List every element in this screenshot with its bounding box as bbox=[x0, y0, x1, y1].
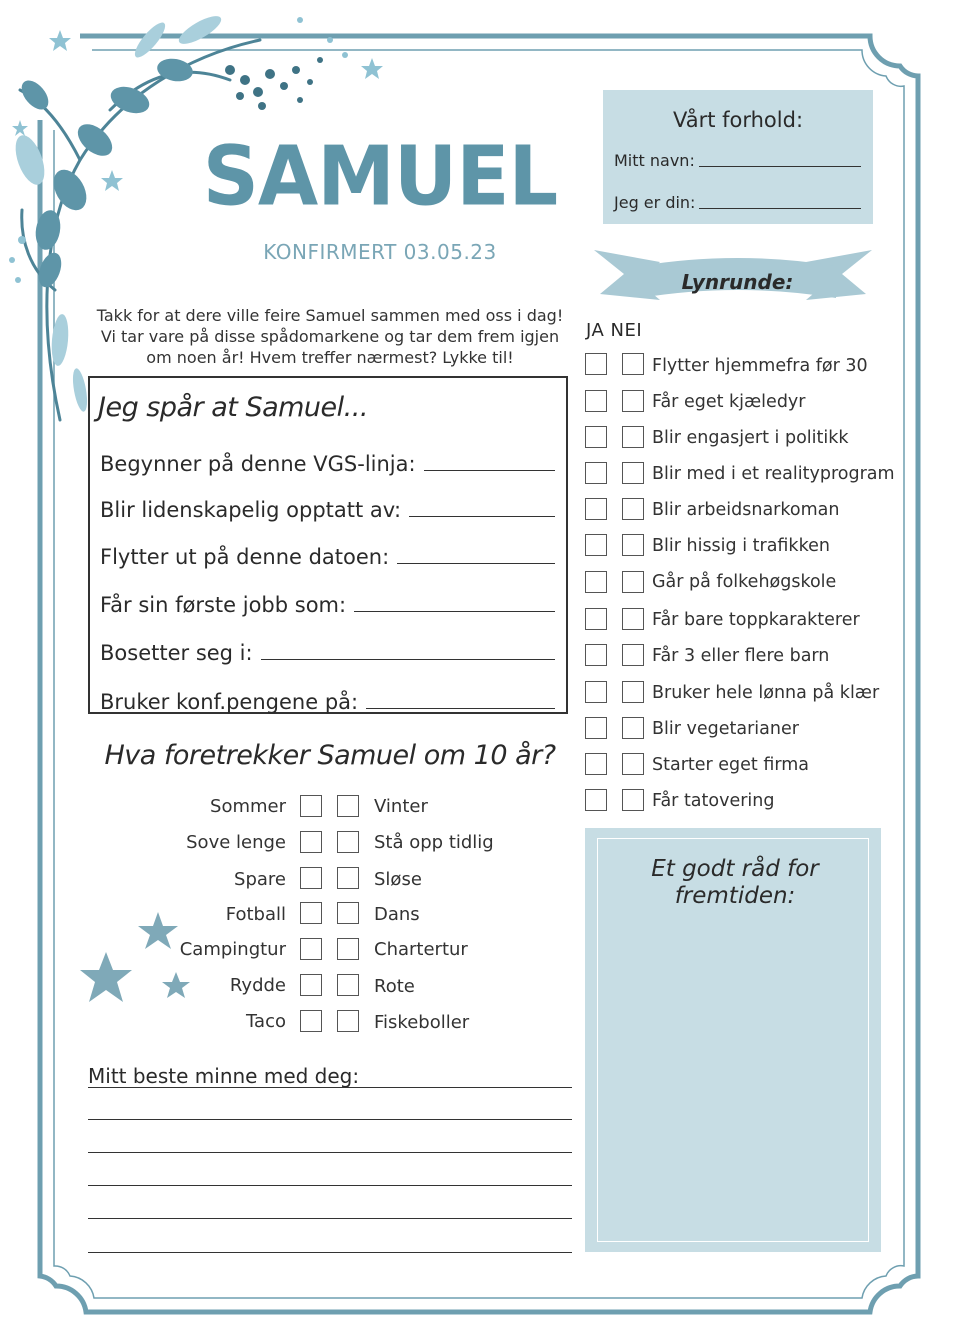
yes-checkbox[interactable] bbox=[585, 498, 607, 520]
answer-line[interactable] bbox=[424, 470, 555, 471]
yes-label: JA bbox=[586, 320, 605, 341]
yes-checkbox[interactable] bbox=[585, 644, 607, 666]
name-field[interactable] bbox=[614, 148, 861, 170]
answer-line[interactable] bbox=[409, 516, 555, 517]
yes-checkbox[interactable] bbox=[585, 462, 607, 484]
preference-left-label: Spare bbox=[234, 869, 286, 890]
preference-left-label: Sommer bbox=[210, 796, 286, 817]
yes-checkbox[interactable] bbox=[585, 426, 607, 448]
intro-line: Vi tar vare på disse spådomarkene og tar dem frem igjen bbox=[100, 327, 560, 346]
preferences-title: Hva foretrekker Samuel om 10 år? bbox=[104, 740, 556, 771]
preference-right-checkbox[interactable] bbox=[337, 795, 359, 817]
predictions-title: Jeg spår at Samuel... bbox=[98, 392, 368, 423]
answer-line[interactable] bbox=[397, 563, 555, 564]
yes-checkbox[interactable] bbox=[585, 390, 607, 412]
no-label: NEI bbox=[610, 320, 643, 341]
preference-left-label: Taco bbox=[246, 1011, 286, 1032]
lynrunde-title: Lynrunde: bbox=[681, 270, 794, 294]
prediction-row[interactable] bbox=[100, 537, 555, 569]
prediction-label: Bruker konf.pengene på: bbox=[100, 690, 359, 714]
yes-checkbox[interactable] bbox=[585, 534, 607, 556]
intro-line: Takk for at dere ville feire Samuel sammen med oss i dag! bbox=[96, 306, 564, 325]
question-label: Går på folkehøgskole bbox=[652, 572, 837, 592]
name-label: Mitt navn: bbox=[614, 151, 695, 170]
preference-right-label: Dans bbox=[374, 904, 420, 925]
prediction-row[interactable] bbox=[100, 633, 555, 665]
question-label: Blir hissig i trafikken bbox=[652, 536, 830, 556]
question-label: Bruker hele lønna på klær bbox=[652, 683, 880, 703]
yes-no-header bbox=[586, 320, 642, 341]
preference-left-label: Fotball bbox=[225, 904, 286, 925]
preference-left-checkbox[interactable] bbox=[300, 974, 322, 996]
memory-label: Mitt beste minne med deg: bbox=[88, 1064, 360, 1088]
question-label: Blir vegetarianer bbox=[652, 719, 799, 739]
preference-left-checkbox[interactable] bbox=[300, 938, 322, 960]
preference-right-checkbox[interactable] bbox=[337, 902, 359, 924]
prediction-row[interactable] bbox=[100, 585, 555, 617]
prediction-label: Bosetter seg i: bbox=[100, 641, 253, 665]
no-checkbox[interactable] bbox=[622, 608, 644, 630]
no-checkbox[interactable] bbox=[622, 753, 644, 775]
answer-line[interactable] bbox=[261, 659, 555, 660]
confirmation-date: KONFIRMERT 03.05.23 bbox=[263, 240, 497, 264]
preference-left-label: Rydde bbox=[229, 975, 286, 996]
prediction-label: Begynner på denne VGS-linja: bbox=[100, 452, 416, 476]
answer-line[interactable] bbox=[354, 611, 555, 612]
preference-left-checkbox[interactable] bbox=[300, 795, 322, 817]
intro-text bbox=[88, 305, 572, 368]
question-label: Får tatovering bbox=[652, 791, 775, 811]
no-checkbox[interactable] bbox=[622, 462, 644, 484]
prediction-row[interactable] bbox=[100, 444, 555, 476]
question-label: Får 3 eller flere barn bbox=[652, 646, 830, 666]
question-label: Får bare toppkarakterer bbox=[652, 610, 860, 630]
preference-right-label: Rote bbox=[374, 976, 415, 997]
preference-right-label: Sløse bbox=[374, 869, 422, 890]
page-title: SAMUEL bbox=[202, 129, 558, 225]
no-checkbox[interactable] bbox=[622, 534, 644, 556]
preference-right-checkbox[interactable] bbox=[337, 831, 359, 853]
no-checkbox[interactable] bbox=[622, 789, 644, 811]
preference-right-checkbox[interactable] bbox=[337, 867, 359, 889]
prediction-row[interactable] bbox=[100, 490, 555, 522]
preference-left-checkbox[interactable] bbox=[300, 902, 322, 924]
intro-line: om noen år! Hvem treffer nærmest? Lykke til! bbox=[146, 348, 514, 367]
memory-line[interactable] bbox=[88, 1152, 572, 1153]
no-checkbox[interactable] bbox=[622, 390, 644, 412]
yes-checkbox[interactable] bbox=[585, 789, 607, 811]
no-checkbox[interactable] bbox=[622, 426, 644, 448]
preference-right-checkbox[interactable] bbox=[337, 938, 359, 960]
role-line[interactable] bbox=[699, 208, 861, 209]
yes-checkbox[interactable] bbox=[585, 681, 607, 703]
question-label: Blir engasjert i politikk bbox=[652, 428, 849, 448]
preference-left-checkbox[interactable] bbox=[300, 831, 322, 853]
preference-left-checkbox[interactable] bbox=[300, 867, 322, 889]
memory-line[interactable] bbox=[88, 1185, 572, 1186]
question-label: Blir med i et realityprogram bbox=[652, 464, 895, 484]
question-label: Blir arbeidsnarkoman bbox=[652, 500, 840, 520]
yes-checkbox[interactable] bbox=[585, 608, 607, 630]
memory-line[interactable] bbox=[88, 1119, 572, 1120]
preference-left-label: Sove lenge bbox=[186, 832, 286, 853]
yes-checkbox[interactable] bbox=[585, 717, 607, 739]
no-checkbox[interactable] bbox=[622, 498, 644, 520]
answer-line[interactable] bbox=[366, 708, 555, 709]
preference-left-label: Campingtur bbox=[179, 939, 286, 960]
question-label: Får eget kjæledyr bbox=[652, 392, 806, 412]
no-checkbox[interactable] bbox=[622, 644, 644, 666]
question-label: Starter eget firma bbox=[652, 755, 810, 775]
advice-title: Et godt råd for fremtiden: bbox=[651, 856, 819, 909]
prediction-row[interactable] bbox=[100, 682, 555, 714]
no-checkbox[interactable] bbox=[622, 571, 644, 593]
preference-right-label: Vinter bbox=[374, 796, 428, 817]
name-line[interactable] bbox=[699, 166, 861, 167]
no-checkbox[interactable] bbox=[622, 717, 644, 739]
prediction-label: Får sin første jobb som: bbox=[100, 593, 347, 617]
prediction-label: Blir lidenskapelig opptatt av: bbox=[100, 498, 402, 522]
relationship-title: Vårt forhold: bbox=[672, 108, 804, 132]
preference-left-checkbox[interactable] bbox=[300, 1010, 322, 1032]
preference-right-label: Chartertur bbox=[374, 939, 468, 960]
preference-right-checkbox[interactable] bbox=[337, 974, 359, 996]
preference-right-label: Stå opp tidlig bbox=[374, 832, 494, 853]
role-field[interactable] bbox=[614, 190, 861, 212]
no-checkbox[interactable] bbox=[622, 681, 644, 703]
yes-checkbox[interactable] bbox=[585, 571, 607, 593]
memory-line[interactable] bbox=[88, 1252, 572, 1253]
preference-right-checkbox[interactable] bbox=[337, 1010, 359, 1032]
preference-right-label: Fiskeboller bbox=[374, 1012, 470, 1033]
memory-line[interactable] bbox=[88, 1218, 572, 1219]
question-label: Flytter hjemmefra før 30 bbox=[652, 356, 868, 376]
memory-line[interactable] bbox=[88, 1087, 572, 1088]
yes-checkbox[interactable] bbox=[585, 753, 607, 775]
yes-checkbox[interactable] bbox=[585, 353, 607, 375]
no-checkbox[interactable] bbox=[622, 353, 644, 375]
role-label: Jeg er din: bbox=[614, 193, 696, 212]
prediction-label: Flytter ut på denne datoen: bbox=[100, 545, 390, 569]
